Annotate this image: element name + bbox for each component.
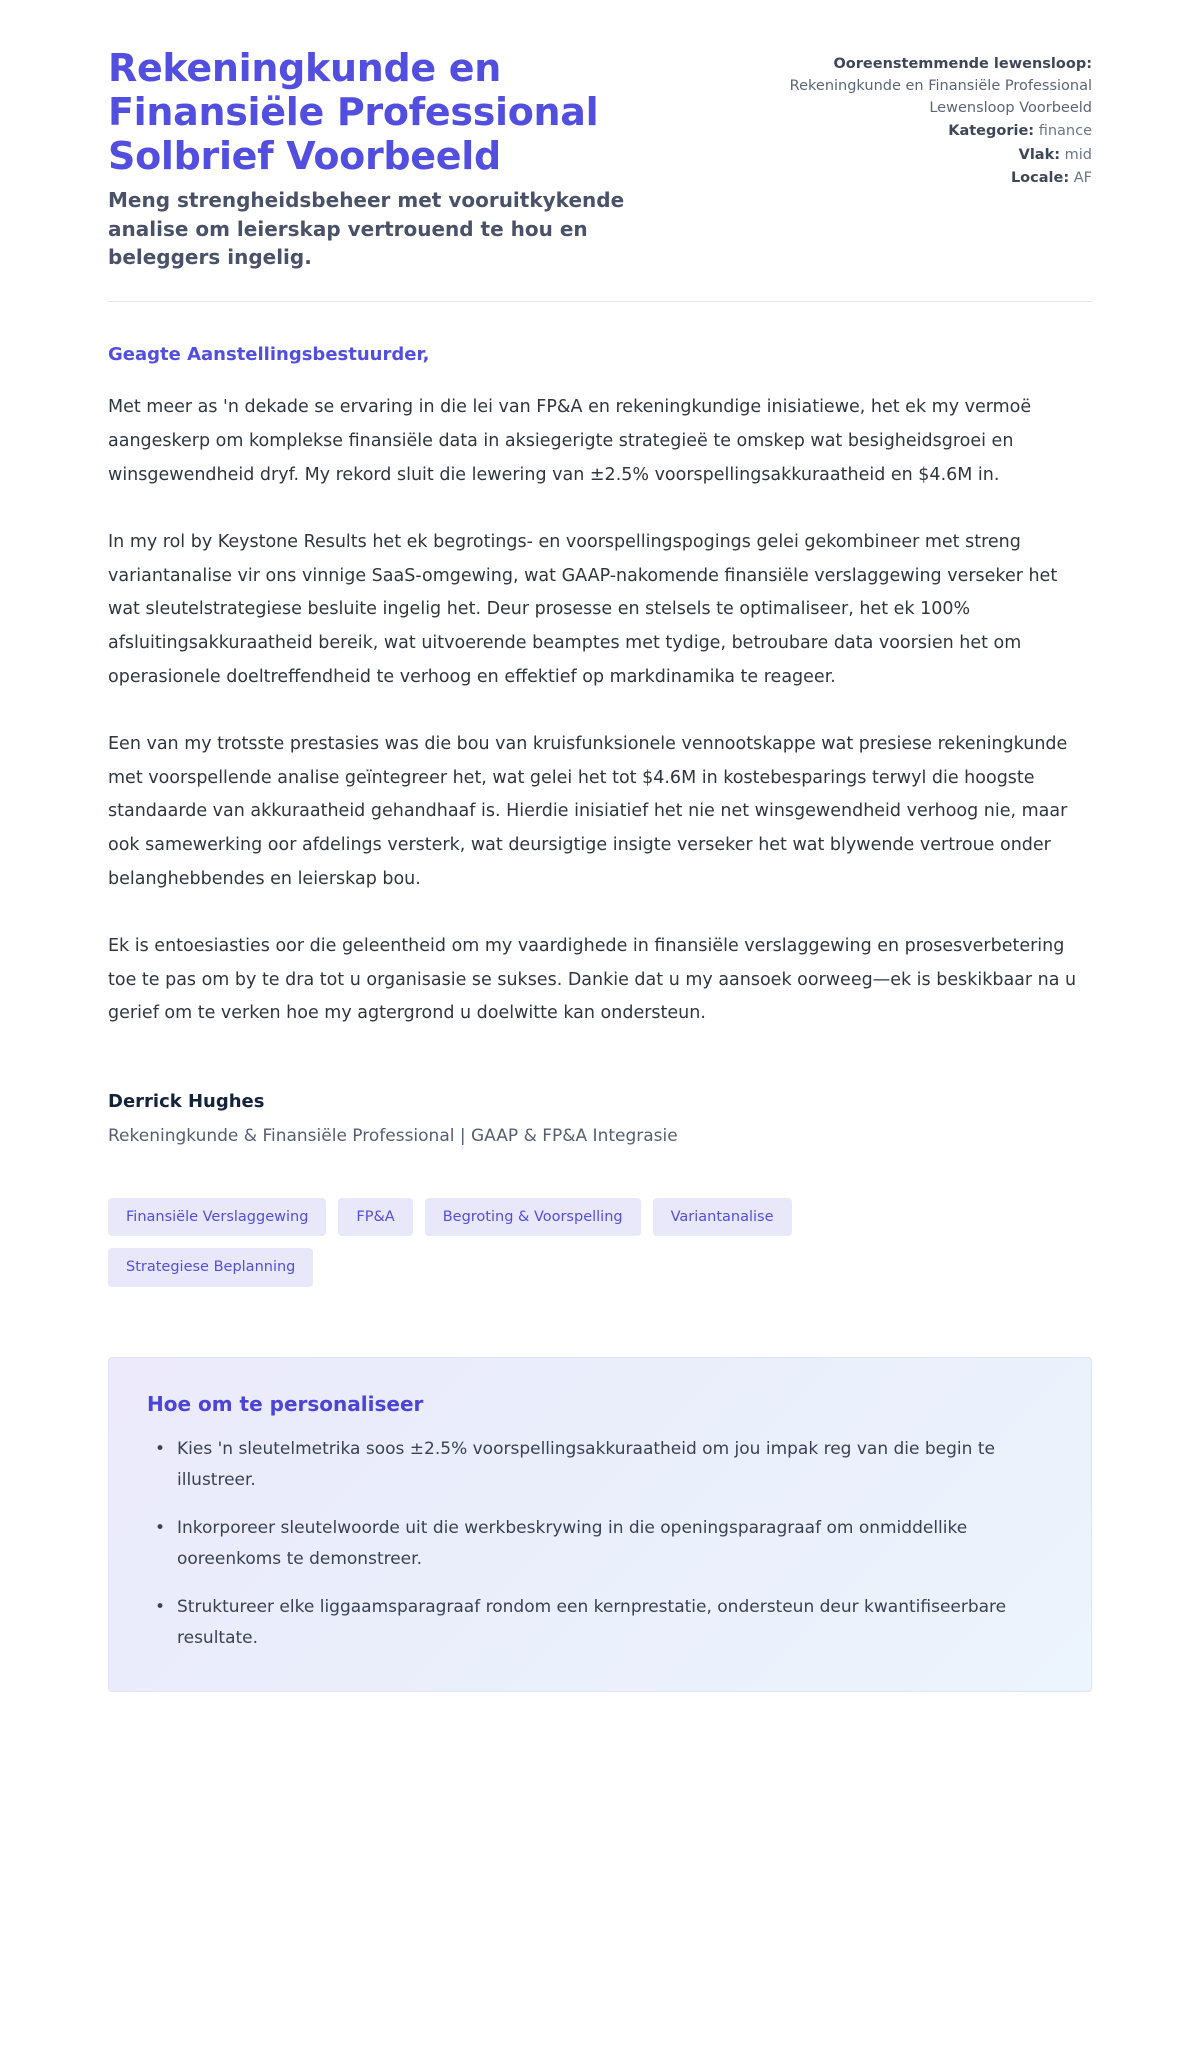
letter-paragraph: Met meer as 'n dekade se ervaring in die lei van FP&A en rekeningkundige inisiatiewe, het ek my vermoë aangeskerp om komplekse finansiële data in aksiegerigte strategieë te omskep wat besigheidsgroei en winsgewendheid dryf. My rekord sluit die lewering van ±2.5% voorspellingsakkuraatheid en $4.6M in.	[108, 397, 1032, 485]
signature-name: Derrick Hughes	[108, 1090, 265, 1112]
meta-category-label: Kategorie:	[948, 123, 1035, 140]
page-subtitle: Meng strengheidsbeheer met vooruitkykende analise om leierskap vertrouend te hou en beleggers ingelig.	[108, 188, 625, 270]
document-header	[108, 46, 1092, 301]
meta-level-label: Vlak:	[1018, 146, 1061, 163]
signature-block	[108, 1091, 1092, 1146]
document-metadata	[782, 46, 1092, 190]
skill-tag[interactable]: Finansiële Verslaggewing	[108, 1198, 326, 1237]
skill-tag-list	[108, 1198, 888, 1287]
meta-matching-resume-value: Rekeningkunde en Finansiële Professional Lewensloop Voorbeeld	[789, 78, 1092, 116]
skill-tag[interactable]: FP&A	[338, 1198, 412, 1237]
letter-paragraph: In my rol by Keystone Results het ek begrotings- en voorspellingspogings gelei gekombineer met streng variantanalise vir ons vinnige SaaS-omgewing, wat GAAP-nakomende finansiële verslaggewing verseker het wat sleutelstrategiese besluite ingelig het. Deur prosesse en stelsels te optimaliseer, het ek 100% afsluitingsakkuraatheid bereik, wat uitvoerende beamptes met tydige, betroubare data voorsien het om operasionele doeltreffendheid te verhoog en effektief op markdinamika te reageer.	[108, 532, 1058, 687]
meta-locale-value: AF	[1073, 170, 1092, 187]
meta-level-value: mid	[1064, 146, 1092, 163]
meta-level	[782, 145, 1092, 166]
meta-matching-resume	[782, 54, 1092, 119]
skill-tag[interactable]: Strategiese Beplanning	[108, 1248, 313, 1287]
letter-paragraph: Ek is entoesiasties oor die geleentheid om my vaardighede in finansiële verslaggewing en prosesverbetering toe te pas om by te dra tot u organisasie se sukses. Dankie dat u my aansoek oorweeg—ek is beskikbaar na u gerief om te verken hoe my agtergrond u doelwitte kan ondersteun.	[108, 936, 1077, 1024]
header-title-block	[108, 46, 742, 271]
meta-category-value: finance	[1038, 123, 1092, 140]
cover-letter-body	[108, 302, 1092, 1691]
meta-locale	[782, 168, 1092, 189]
skill-tag[interactable]: Variantanalise	[653, 1198, 792, 1237]
skill-tag[interactable]: Begroting & Voorspelling	[425, 1198, 641, 1237]
callout-tip-list	[147, 1434, 1053, 1655]
page-title: Rekeningkunde en Finansiële Professional Solbrief Voorbeeld	[108, 46, 599, 179]
meta-matching-resume-label: Ooreenstemmende lewensloop:	[833, 56, 1092, 72]
meta-category	[782, 121, 1092, 142]
callout-tip-item: • Kies 'n sleutelmetrika soos ±2.5% voorspellingsakkuraatheid om jou impak reg van die begin te illustreer.	[173, 1434, 1053, 1497]
letter-paragraph: Een van my trotsste prestasies was die bou van kruisfunksionele vennootskappe wat presiese rekeningkunde met voorspellende analise geïntegreer het, wat gelei het tot $4.6M in kostebesparings terwyl die hoogste standaarde van akkuraatheid gehandhaaf is. Hierdie inisiatief het nie net winsgewendheid verhoog nie, maar ook samewerking oor afdelings versterk, wat deursigtige insigte verseker het wat blywende vertroue onder belanghebbendes en leierskap bou.	[108, 734, 1068, 889]
personalization-callout	[108, 1357, 1092, 1692]
callout-tip-item: • Struktureer elke liggaamsparagraaf rondom een kernprestatie, ondersteun deur kwantifiseerbare resultate.	[173, 1592, 1053, 1655]
signature-role: Rekeningkunde & Finansiële Professional | GAAP & FP&A Integrasie	[108, 1125, 678, 1146]
meta-locale-label: Locale:	[1010, 170, 1070, 187]
letter-salutation: Geagte Aanstellingsbestuurder,	[108, 344, 430, 366]
callout-title: Hoe om te personaliseer	[147, 1391, 424, 1416]
callout-tip-item: • Inkorporeer sleutelwoorde uit die werkbeskrywing in die openingsparagraaf om onmiddellike ooreenkoms te demonstreer.	[173, 1513, 1053, 1576]
